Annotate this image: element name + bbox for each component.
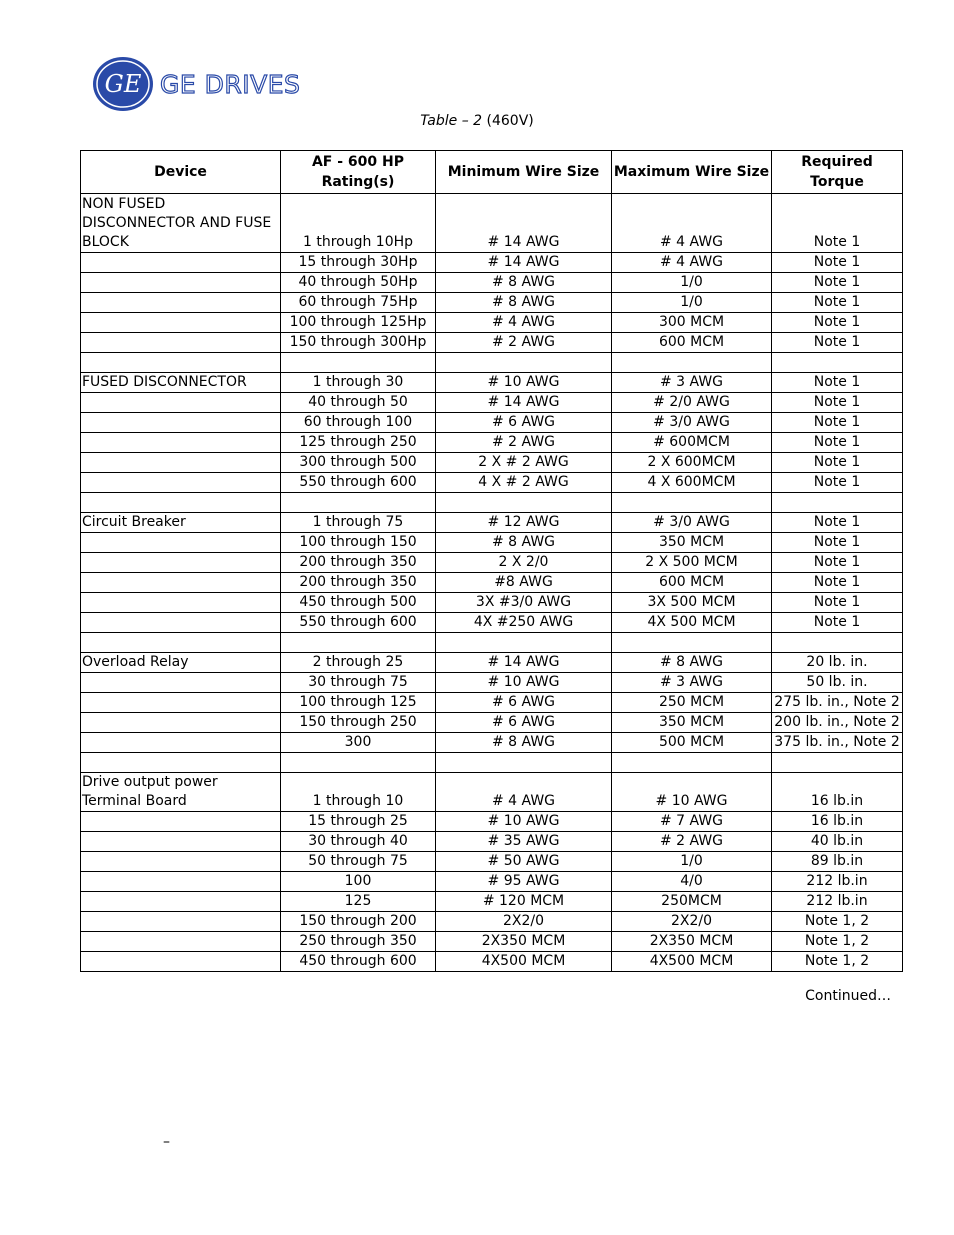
cell-min-wire [436, 353, 612, 373]
cell-rating: 30 through 75 [281, 673, 436, 693]
cell-rating: 200 through 350 [281, 573, 436, 593]
cell-max-wire: 4X500 MCM [612, 952, 772, 972]
table-row [81, 553, 903, 573]
cell-rating: 2 through 25 [281, 653, 436, 673]
cell-max-wire [612, 353, 772, 373]
cell-torque: Note 1 [772, 433, 903, 453]
table-row [81, 812, 903, 832]
cell-rating: 125 [281, 892, 436, 912]
cell-min-wire: # 6 AWG [436, 713, 612, 733]
cell-max-wire: 350 MCM [612, 713, 772, 733]
cell-torque: Note 1 [772, 533, 903, 553]
table-row [81, 653, 903, 673]
header-max-wire: Maximum Wire Size [612, 151, 772, 194]
table-row [81, 333, 903, 353]
cell-min-wire: 4 X # 2 AWG [436, 473, 612, 493]
table-title-suffix: (460V) [482, 113, 534, 129]
cell-device: Overload Relay [81, 653, 281, 673]
cell-min-wire: # 8 AWG [436, 733, 612, 753]
cell-rating: 300 [281, 733, 436, 753]
cell-min-wire: # 10 AWG [436, 373, 612, 393]
cell-device [81, 753, 281, 773]
cell-min-wire: # 10 AWG [436, 812, 612, 832]
table-title-prefix: Table – 2 [420, 113, 483, 129]
cell-rating [281, 753, 436, 773]
cell-max-wire: 1/0 [612, 293, 772, 313]
cell-rating: 100 through 150 [281, 533, 436, 553]
cell-min-wire: # 2 AWG [436, 433, 612, 453]
table-row [81, 673, 903, 693]
cell-device [81, 852, 281, 872]
cell-min-wire: # 4 AWG [436, 773, 612, 812]
header-min-wire: Minimum Wire Size [436, 151, 612, 194]
cell-max-wire: # 600MCM [612, 433, 772, 453]
table-row [81, 693, 903, 713]
table-row [81, 393, 903, 413]
cell-device [81, 952, 281, 972]
cell-device [81, 333, 281, 353]
table-row [81, 613, 903, 633]
cell-rating: 450 through 500 [281, 593, 436, 613]
cell-torque: Note 1 [772, 613, 903, 633]
cell-torque: Note 1 [772, 553, 903, 573]
cell-torque: Note 1, 2 [772, 912, 903, 932]
cell-rating: 550 through 600 [281, 613, 436, 633]
cell-device [81, 892, 281, 912]
cell-max-wire: 600 MCM [612, 333, 772, 353]
cell-min-wire: # 2 AWG [436, 333, 612, 353]
footer-mark: – [163, 1134, 170, 1150]
cell-rating: 100 through 125Hp [281, 313, 436, 333]
cell-min-wire: 4X500 MCM [436, 952, 612, 972]
table-row [81, 872, 903, 892]
cell-min-wire: # 50 AWG [436, 852, 612, 872]
table-row [81, 533, 903, 553]
cell-max-wire: 2X2/0 [612, 912, 772, 932]
cell-rating: 200 through 350 [281, 553, 436, 573]
cell-min-wire: # 14 AWG [436, 653, 612, 673]
cell-max-wire: # 3/0 AWG [612, 413, 772, 433]
cell-max-wire: 2 X 500 MCM [612, 553, 772, 573]
cell-torque: Note 1 [772, 293, 903, 313]
cell-rating: 100 [281, 872, 436, 892]
cell-max-wire: # 4 AWG [612, 194, 772, 253]
cell-torque: Note 1 [772, 333, 903, 353]
cell-device: Drive output power Terminal Board [81, 773, 281, 812]
table-row [81, 753, 903, 773]
cell-max-wire: 4/0 [612, 872, 772, 892]
cell-torque: 212 lb.in [772, 892, 903, 912]
cell-device [81, 533, 281, 553]
cell-device [81, 553, 281, 573]
cell-max-wire: 1/0 [612, 273, 772, 293]
cell-min-wire: # 12 AWG [436, 513, 612, 533]
table-row [81, 892, 903, 912]
cell-rating: 1 through 30 [281, 373, 436, 393]
cell-rating: 40 through 50Hp [281, 273, 436, 293]
cell-device [81, 273, 281, 293]
cell-torque: Note 1 [772, 253, 903, 273]
table-body [81, 194, 903, 972]
cell-rating [281, 493, 436, 513]
cell-torque [772, 753, 903, 773]
cell-torque: Note 1, 2 [772, 952, 903, 972]
cell-min-wire: # 120 MCM [436, 892, 612, 912]
cell-device [81, 832, 281, 852]
table-row [81, 194, 903, 253]
table-row [81, 353, 903, 373]
cell-rating: 40 through 50 [281, 393, 436, 413]
cell-torque: Note 1 [772, 573, 903, 593]
cell-rating: 15 through 25 [281, 812, 436, 832]
header-device: Device [81, 151, 281, 194]
cell-device [81, 293, 281, 313]
cell-min-wire [436, 493, 612, 513]
cell-rating: 150 through 200 [281, 912, 436, 932]
table-row [81, 852, 903, 872]
cell-torque: 200 lb. in., Note 2 [772, 713, 903, 733]
cell-max-wire: # 3 AWG [612, 673, 772, 693]
cell-torque: Note 1 [772, 313, 903, 333]
brand-name: GE DRIVES [160, 69, 301, 99]
cell-rating [281, 633, 436, 653]
cell-device [81, 633, 281, 653]
cell-torque: Note 1 [772, 373, 903, 393]
cell-max-wire: 300 MCM [612, 313, 772, 333]
cell-max-wire: # 8 AWG [612, 653, 772, 673]
cell-max-wire: 350 MCM [612, 533, 772, 553]
table-row [81, 912, 903, 932]
cell-torque: 20 lb. in. [772, 653, 903, 673]
cell-rating: 550 through 600 [281, 473, 436, 493]
cell-rating: 300 through 500 [281, 453, 436, 473]
cell-device [81, 433, 281, 453]
cell-rating: 150 through 300Hp [281, 333, 436, 353]
cell-torque: Note 1 [772, 513, 903, 533]
cell-max-wire: 4 X 600MCM [612, 473, 772, 493]
table-row [81, 932, 903, 952]
cell-max-wire: # 10 AWG [612, 773, 772, 812]
cell-torque [772, 353, 903, 373]
cell-torque: Note 1 [772, 473, 903, 493]
cell-max-wire: 2 X 600MCM [612, 453, 772, 473]
cell-device [81, 593, 281, 613]
table-row [81, 832, 903, 852]
cell-rating: 450 through 600 [281, 952, 436, 972]
cell-torque [772, 493, 903, 513]
table-row [81, 273, 903, 293]
continued-note: Continued… [805, 988, 891, 1004]
cell-device [81, 253, 281, 273]
cell-max-wire: 600 MCM [612, 573, 772, 593]
cell-max-wire [612, 753, 772, 773]
cell-min-wire: # 10 AWG [436, 673, 612, 693]
cell-device [81, 693, 281, 713]
cell-device: NON FUSED DISCONNECTOR AND FUSE BLOCK [81, 194, 281, 253]
cell-min-wire: # 4 AWG [436, 313, 612, 333]
cell-device [81, 353, 281, 373]
cell-device [81, 453, 281, 473]
ge-monogram-icon [92, 56, 154, 112]
table-header-row [81, 151, 903, 194]
cell-min-wire: # 8 AWG [436, 533, 612, 553]
cell-device [81, 393, 281, 413]
cell-min-wire: 2 X # 2 AWG [436, 453, 612, 473]
cell-rating [281, 353, 436, 373]
cell-torque: 16 lb.in [772, 773, 903, 812]
cell-rating: 1 through 10Hp [281, 194, 436, 253]
cell-torque: Note 1 [772, 273, 903, 293]
wire-size-table [80, 150, 903, 972]
cell-min-wire: # 14 AWG [436, 393, 612, 413]
cell-min-wire: # 6 AWG [436, 693, 612, 713]
cell-max-wire: 3X 500 MCM [612, 593, 772, 613]
table-row [81, 513, 903, 533]
cell-max-wire: # 2 AWG [612, 832, 772, 852]
ge-monogram-text: GE [104, 70, 142, 98]
cell-min-wire: # 6 AWG [436, 413, 612, 433]
table-row [81, 453, 903, 473]
cell-max-wire: # 2/0 AWG [612, 393, 772, 413]
cell-torque: 16 lb.in [772, 812, 903, 832]
cell-max-wire: 500 MCM [612, 733, 772, 753]
cell-min-wire: 2 X 2/0 [436, 553, 612, 573]
cell-device [81, 493, 281, 513]
table-row [81, 733, 903, 753]
cell-min-wire: 4X #250 AWG [436, 613, 612, 633]
cell-torque: Note 1 [772, 413, 903, 433]
cell-torque: 212 lb.in [772, 872, 903, 892]
table-row [81, 573, 903, 593]
cell-torque: 50 lb. in. [772, 673, 903, 693]
cell-device [81, 733, 281, 753]
table-row [81, 633, 903, 653]
cell-max-wire: # 4 AWG [612, 253, 772, 273]
cell-device: FUSED DISCONNECTOR [81, 373, 281, 393]
cell-min-wire: # 35 AWG [436, 832, 612, 852]
cell-max-wire [612, 493, 772, 513]
cell-device [81, 313, 281, 333]
cell-torque: 40 lb.in [772, 832, 903, 852]
cell-rating: 1 through 10 [281, 773, 436, 812]
cell-min-wire: # 14 AWG [436, 253, 612, 273]
cell-rating: 60 through 75Hp [281, 293, 436, 313]
cell-min-wire: 3X #3/0 AWG [436, 593, 612, 613]
cell-torque: 275 lb. in., Note 2 [772, 693, 903, 713]
cell-min-wire [436, 753, 612, 773]
cell-rating: 100 through 125 [281, 693, 436, 713]
cell-rating: 15 through 30Hp [281, 253, 436, 273]
cell-max-wire [612, 633, 772, 653]
cell-max-wire: 250MCM [612, 892, 772, 912]
cell-rating: 30 through 40 [281, 832, 436, 852]
cell-device [81, 713, 281, 733]
table-row [81, 493, 903, 513]
cell-device [81, 912, 281, 932]
table-row [81, 773, 903, 812]
cell-device [81, 673, 281, 693]
cell-max-wire: 250 MCM [612, 693, 772, 713]
cell-rating: 1 through 75 [281, 513, 436, 533]
table-row [81, 413, 903, 433]
cell-torque: 375 lb. in., Note 2 [772, 733, 903, 753]
cell-max-wire: # 7 AWG [612, 812, 772, 832]
cell-max-wire: 2X350 MCM [612, 932, 772, 952]
cell-device [81, 573, 281, 593]
cell-device [81, 812, 281, 832]
cell-torque: Note 1 [772, 453, 903, 473]
cell-min-wire: #8 AWG [436, 573, 612, 593]
cell-device [81, 413, 281, 433]
cell-rating: 50 through 75 [281, 852, 436, 872]
table-row [81, 433, 903, 453]
table-row [81, 473, 903, 493]
table-title [0, 113, 954, 129]
cell-torque: 89 lb.in [772, 852, 903, 872]
cell-rating: 150 through 250 [281, 713, 436, 733]
cell-max-wire: 1/0 [612, 852, 772, 872]
cell-torque [772, 633, 903, 653]
table-row [81, 253, 903, 273]
cell-rating: 125 through 250 [281, 433, 436, 453]
cell-rating: 60 through 100 [281, 413, 436, 433]
cell-min-wire: # 95 AWG [436, 872, 612, 892]
table-row [81, 713, 903, 733]
cell-device [81, 872, 281, 892]
cell-max-wire: # 3 AWG [612, 373, 772, 393]
cell-torque: Note 1 [772, 194, 903, 253]
cell-max-wire: 4X 500 MCM [612, 613, 772, 633]
cell-device [81, 932, 281, 952]
cell-max-wire: # 3/0 AWG [612, 513, 772, 533]
cell-device: Circuit Breaker [81, 513, 281, 533]
table-row [81, 313, 903, 333]
cell-torque: Note 1 [772, 593, 903, 613]
cell-min-wire: # 8 AWG [436, 293, 612, 313]
table-row [81, 373, 903, 393]
header-torque: Required Torque [772, 151, 903, 194]
header-rating: AF - 600 HP Rating(s) [281, 151, 436, 194]
cell-device [81, 613, 281, 633]
cell-min-wire: 2X350 MCM [436, 932, 612, 952]
table-row [81, 952, 903, 972]
cell-min-wire: # 14 AWG [436, 194, 612, 253]
cell-torque: Note 1, 2 [772, 932, 903, 952]
table-row [81, 593, 903, 613]
ge-drives-logo [92, 56, 300, 112]
cell-min-wire [436, 633, 612, 653]
cell-min-wire: 2X2/0 [436, 912, 612, 932]
cell-device [81, 473, 281, 493]
cell-torque: Note 1 [772, 393, 903, 413]
cell-rating: 250 through 350 [281, 932, 436, 952]
table-row [81, 293, 903, 313]
cell-min-wire: # 8 AWG [436, 273, 612, 293]
